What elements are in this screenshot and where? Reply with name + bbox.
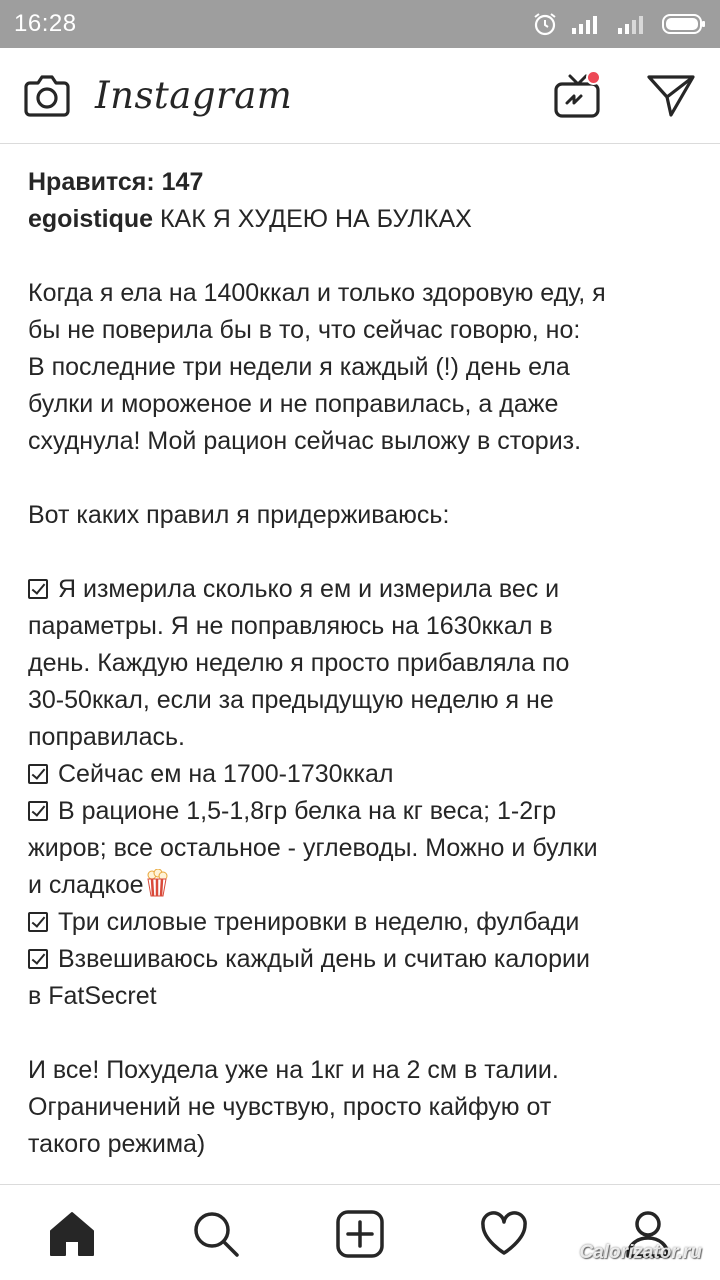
likes-count[interactable]: Нравится: 147: [28, 168, 204, 196]
status-bar: [0, 0, 720, 48]
intro-paragraph: [28, 275, 692, 460]
text-line: Сейчас ем на 1700-1730ккал: [58, 760, 394, 788]
text-line: Три силовые тренировки в неделю, фулбади: [58, 908, 580, 936]
status-icons: [532, 11, 706, 37]
watermark: Calorizator.ru: [579, 1242, 702, 1263]
text-line: в FatSecret: [28, 982, 157, 1010]
rule-2: [28, 756, 692, 793]
text-line: В рационе 1,5-1,8гр белка на кг веса; 1-2гр: [58, 797, 557, 825]
activity-heart-icon[interactable]: [479, 1209, 529, 1259]
instagram-logo: Instagram: [95, 74, 293, 117]
text-line: 30-50ккал, если за предыдущую неделю я не: [28, 686, 554, 714]
text-line: Ограничений не чувствую, просто кайфую от: [28, 1093, 552, 1121]
rule-1: [28, 571, 692, 756]
conclusion-paragraph: [28, 1052, 692, 1163]
add-post-icon[interactable]: [335, 1209, 385, 1259]
text-line: бы не поверила бы в то, что сейчас говорю, но:: [28, 316, 581, 344]
post-title: КАК Я ХУДЕЮ НА БУЛКАХ: [159, 205, 472, 233]
text-line: параметры. Я не поправляюсь на 1630ккал в: [28, 612, 553, 640]
text-line: В последние три недели я каждый (!) день ела: [28, 353, 570, 381]
text-line: Я измерила сколько я ем и измерила вес и: [58, 575, 560, 603]
checkbox-icon: [28, 949, 48, 969]
rule-4: [28, 904, 692, 941]
checkbox-icon: [28, 912, 48, 932]
search-icon[interactable]: [191, 1209, 241, 1259]
popcorn-icon: [146, 869, 168, 897]
rules-intro: Вот каких правил я придерживаюсь:: [28, 501, 450, 529]
text-line: булки и мороженое и не поправилась, а даже: [28, 390, 559, 418]
text-line: и сладкое: [28, 871, 144, 899]
text-line: Взвешиваюсь каждый день и считаю калории: [58, 945, 590, 973]
text-line: жиров; все остальное - углеводы. Можно и булки: [28, 834, 598, 862]
signal-icon: [570, 12, 604, 36]
app-header: [0, 48, 720, 144]
status-time: 16:28: [14, 10, 77, 37]
notification-dot: [586, 70, 601, 85]
text-line: день. Каждую неделю я просто прибавляла по: [28, 649, 570, 677]
post-username[interactable]: egoistique: [28, 205, 154, 233]
post-caption: [28, 164, 692, 1163]
checkbox-icon: [28, 801, 48, 821]
camera-icon[interactable]: [22, 73, 72, 119]
text-line: схуднула! Мой рацион сейчас выложу в сториз.: [28, 427, 582, 455]
caption-header: [28, 201, 692, 238]
direct-message-icon[interactable]: [645, 73, 697, 119]
rule-3: [28, 793, 692, 904]
text-line: поправилась.: [28, 723, 185, 751]
bottom-nav: [0, 1184, 720, 1280]
home-icon[interactable]: [47, 1209, 97, 1259]
text-line: такого режима): [28, 1130, 206, 1158]
rule-5: [28, 941, 692, 1015]
alarm-icon: [532, 11, 558, 37]
signal-icon-2: [616, 12, 650, 36]
checkbox-icon: [28, 579, 48, 599]
checkbox-icon: [28, 764, 48, 784]
text-line: Когда я ела на 1400ккал и только здоровую еду, я: [28, 279, 606, 307]
battery-icon: [662, 13, 706, 35]
text-line: И все! Похудела уже на 1кг и на 2 см в талии.: [28, 1056, 559, 1084]
